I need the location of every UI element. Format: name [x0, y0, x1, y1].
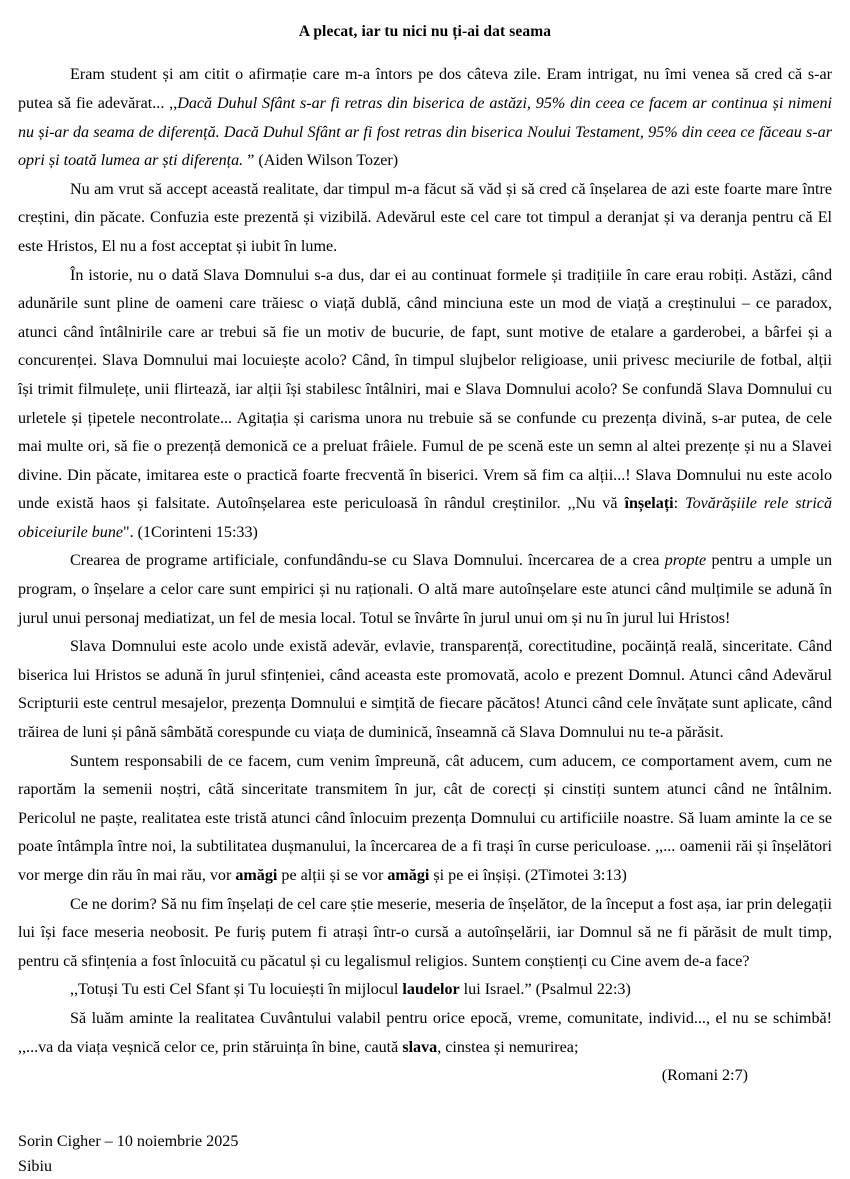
- text-run: și pe ei înșiși. (2Timotei 3:13): [429, 867, 627, 884]
- text-run: pentru a umple un program, o înșelare a celor care sunt empirici și nu raționali. O altă mare autoînșelare este atunci când mulțimile se adună în jurul unui personaj mediatizat, un fel de mesia local. Totul se învârte în jurul unui om și nu în jurul lui Hristos!: [18, 552, 833, 627]
- paragraph-p3: [18, 262, 832, 548]
- bold-run: înșelați: [624, 495, 674, 513]
- paragraph-p2: [18, 176, 832, 262]
- bold-run: amăgi: [235, 867, 278, 884]
- italic-run: propte: [664, 552, 707, 570]
- page-title: A plecat, iar tu nici nu ți-ai dat seama: [298, 23, 552, 40]
- text-run: lui Israel.” (Psalmul 22:3): [459, 981, 631, 999]
- signature-city: Sibiu: [18, 1157, 52, 1175]
- paragraph-p4: [18, 547, 832, 633]
- paragraph-p5: [18, 633, 832, 747]
- text-run: Nu am vrut să accept această realitate, dar timpul m-a făcut să văd și să cred că înșelarea de azi este foarte mare între creștini, din păcate. Confuzia este prezentă și vizibilă. Adevărul este cel care tot timpul a deranjat și va deranja pentru că El este Hristos, El nu a fost acceptat și iubit în lume.: [18, 180, 832, 255]
- text-run: Slava Domnului este acolo unde există adevăr, evlavie, transparență, corectitudine, pocăință reală, sinceritate. Când biserica lui Hristos se adună în jurul sfințeniei, când aceasta este promovată, acolo e prezent Domnul. Atunci când Adevărul Scripturii este centrul mesajelor, prezența Domnului e simțită de fiecare păcătos! Atunci când cele învățate sunt aplicate, când trăirea de luni și până sâmbătă corespunde cu viața de duminică, înseamnă că Slava Domnului nu te-a părăsit.: [18, 638, 832, 742]
- italic-run: Dacă Duhul Sfânt s-ar fi retras din biserica de astăzi, 95% din ceea ce facem ar continua și nimeni nu și-ar da seama de diferență. Dacă Duhul Sfânt ar fi fost retras din biserica Noului Testament, 95% din ceea ce făceau s-ar opri și toată lumea ar ști diferența.: [18, 94, 832, 170]
- document-body: [18, 61, 832, 1178]
- signature-block: [18, 1129, 832, 1179]
- paragraph-p7: [18, 891, 832, 977]
- text-run: , cinstea și nemurirea;: [437, 1038, 579, 1056]
- paragraph-p1: [18, 61, 832, 175]
- text-run: ". (1Corinteni 15:33): [123, 523, 258, 541]
- italic-run: Tovărășiile rele strică obiceiurile bune: [18, 495, 832, 541]
- text-run: ,,Totuși Tu esti Cel Sfant și Tu locuiești în mijlocul: [70, 981, 403, 999]
- text-run: Crearea de programe artificiale, confundându-se cu Slava Domnului. încercarea de a crea: [70, 552, 665, 570]
- text-run: Ce ne dorim? Să nu fim înșelați de cel care știe meserie, meseria de înșelător, de la început a fost așa, iar prin delegații lui își face meseria neobosit. Pe furiș putem fi atrași într-o cursă a autoînșelării, iar Domnul să ne fi părăsit de mult timp, pentru că sfințenia a fost înlocuită cu păcatul și cu legalismul religios. Suntem conștienți cu Cine avem de-a face?: [18, 895, 832, 970]
- bold-run: amăgi: [387, 867, 430, 884]
- text-run: :: [673, 495, 686, 513]
- paragraph-p6: [18, 748, 832, 891]
- verse-reference: (Romani 2:7): [661, 1067, 748, 1085]
- paragraph-p8: [18, 976, 832, 1005]
- text-run: În istorie, nu o dată Slava Domnului s-a dus, dar ei au continuat formele și tradițiile în care erau robiți. Astăzi, când adunările sunt pline de oameni care trăiesc o viață dublă, când minciuna este un mod de viață a creștinului – ce paradox, atunci când întâlnirile care ar trebui să fie un motiv de bucurie, de fapt, sunt motive de etalare a garderobei, a bârfei și a concurenței. Slava Domnului mai locuiește acolo? Când, în timpul slujbelor religioase, unii privesc meciurile de fotbal, alții își trimit filmulețe, unii flirtează, iar alții își stabilesc întâlniri, mai e Slava Domnului acolo? Se confundă Slava Domnului cu urletele și țipetele necontrolate... Agitația și carisma unora nu trebuie să se confunde cu prezența divină, s-ar putea, de cele mai multe ori, să fie o prezență demonică ce a preluat frâiele. Fumul de pe scenă este un semn al altei prezențe și nu a Slavei divine. Din păcate, imitarea este o practică foarte frecventă în biserici. Vrem să fim ca alții...! Slava Domnului nu este acolo unde există haos și falsitate. Autoînșelarea este periculoasă în rândul creștinilor. ,,Nu vă: [18, 266, 832, 513]
- paragraph-p9: [18, 1005, 832, 1062]
- text-run: Să luăm aminte la realitatea Cuvântului valabil pentru orice epocă, vreme, comunitate, individ..., el nu se schimbă! ,,...va da viața veșnică celor ce, prin stăruința în bine, caută: [18, 1009, 832, 1056]
- text-run: pe alții și se vor: [277, 867, 388, 884]
- bold-run: laudelor: [402, 981, 460, 999]
- text-run: Suntem responsabili de ce facem, cum venim împreună, cât aducem, cum aducem, ce comportament avem, cum ne raportăm la semenii noștri, câtă sinceritate transmitem în jur, cât de corecți și cinstiți suntem atunci când ne întâlnim. Pericolul ne paște, realitatea este tristă atunci când înlocuim prezența Domnului cu artificiile noastre. Să luam aminte la ce se poate întâmpla între noi, la subtilitatea dușmanului, la încercarea de a fi trași în curse periculoase. ,,... oamenii răi și înșelători vor merge din rău în mai rău, vor: [18, 752, 832, 884]
- text-run: ” (Aiden Wilson Tozer): [247, 152, 399, 170]
- signature-author-date: Sorin Cigher – 10 noiembrie 2025: [18, 1132, 239, 1150]
- bold-run: slava: [402, 1038, 438, 1056]
- text-run: Eram student și am citit o afirmație care m-a întors pe dos câteva zile. Eram intrigat, nu îmi venea să cred că s-ar putea să fie adevărat... ,,: [18, 66, 832, 112]
